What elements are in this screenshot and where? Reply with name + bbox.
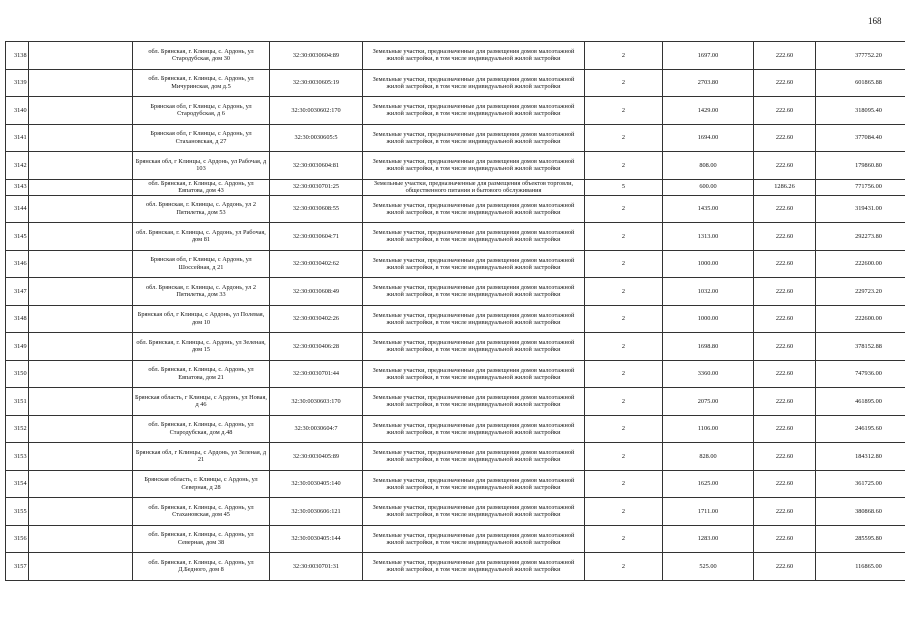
land-use-cell: Земельные участки, предназначенные для размещения домов малоэтажной жилой застройки, в том числе индивидуальной жилой застройки <box>363 278 585 306</box>
specific-value-cell: 222.60 <box>754 69 816 97</box>
table-row <box>6 195 905 223</box>
specific-value-cell: 222.60 <box>754 152 816 180</box>
group-code-cell: 2 <box>585 124 663 152</box>
cadastral-value-cell: 179860.80 <box>816 152 905 180</box>
table-row <box>6 278 905 306</box>
table-row <box>6 470 905 498</box>
empty-cell <box>29 553 133 581</box>
specific-value-cell: 1286.26 <box>754 179 816 195</box>
group-code-cell: 2 <box>585 498 663 526</box>
land-use-cell: Земельные участки, предназначенные для размещения объектов торговли, общественного питания и бытового обслуживания <box>363 179 585 195</box>
group-code-cell: 2 <box>585 553 663 581</box>
table-row <box>6 443 905 471</box>
table-row <box>6 388 905 416</box>
row-number-cell: 3145 <box>6 223 29 251</box>
table-row <box>6 69 905 97</box>
table-row <box>6 152 905 180</box>
address-cell: обл. Брянская, г. Клинцы, с. Ардонь, ул Евпатова, дом 43 <box>133 179 270 195</box>
cadastral-value-cell: 380868.60 <box>816 498 905 526</box>
specific-value-cell: 222.60 <box>754 97 816 125</box>
cadastral-number-cell: 32:30:0030604:81 <box>270 152 363 180</box>
empty-cell <box>29 250 133 278</box>
cadastral-number-cell: 32:30:0030701:44 <box>270 360 363 388</box>
row-number-cell: 3157 <box>6 553 29 581</box>
group-code-cell: 2 <box>585 97 663 125</box>
specific-value-cell: 222.60 <box>754 333 816 361</box>
empty-cell <box>29 179 133 195</box>
group-code-cell: 2 <box>585 152 663 180</box>
address-cell: обл. Брянская, г. Клинцы, с. Ардонь, ул Мичуринская, дом д.5 <box>133 69 270 97</box>
cadastral-value-cell: 771756.00 <box>816 179 905 195</box>
group-code-cell: 2 <box>585 415 663 443</box>
area-cell: 1313.00 <box>663 223 754 251</box>
area-cell: 1000.00 <box>663 305 754 333</box>
cadastral-number-cell: 32:30:0030605:19 <box>270 69 363 97</box>
group-code-cell: 2 <box>585 250 663 278</box>
address-cell: Брянская обл, г Клинцы, с Ардонь, ул Стародубская, д 6 <box>133 97 270 125</box>
address-cell: Брянская область, г Клинцы, с Ардонь, ул Новая, д 46 <box>133 388 270 416</box>
row-number-cell: 3144 <box>6 195 29 223</box>
area-cell: 2075.00 <box>663 388 754 416</box>
row-number-cell: 3138 <box>6 42 29 70</box>
row-number-cell: 3150 <box>6 360 29 388</box>
cadastral-number-cell: 32:30:0030406:28 <box>270 333 363 361</box>
area-cell: 1625.00 <box>663 470 754 498</box>
specific-value-cell: 222.60 <box>754 498 816 526</box>
row-number-cell: 3149 <box>6 333 29 361</box>
page-number: 168 <box>868 16 882 26</box>
empty-cell <box>29 360 133 388</box>
address-cell: Брянская обл, г Клинцы, с Ардонь, ул Стахановская, д 27 <box>133 124 270 152</box>
cadastral-value-cell: 229723.20 <box>816 278 905 306</box>
table-row <box>6 124 905 152</box>
specific-value-cell: 222.60 <box>754 305 816 333</box>
land-use-cell: Земельные участки, предназначенные для размещения домов малоэтажной жилой застройки, в том числе индивидуальной жилой застройки <box>363 360 585 388</box>
empty-cell <box>29 152 133 180</box>
land-use-cell: Земельные участки, предназначенные для размещения домов малоэтажной жилой застройки, в том числе индивидуальной жилой застройки <box>363 195 585 223</box>
table-row <box>6 525 905 553</box>
row-number-cell: 3153 <box>6 443 29 471</box>
area-cell: 808.00 <box>663 152 754 180</box>
empty-cell <box>29 333 133 361</box>
specific-value-cell: 222.60 <box>754 278 816 306</box>
cadastral-number-cell: 32:30:0030606:121 <box>270 498 363 526</box>
row-number-cell: 3142 <box>6 152 29 180</box>
cadastral-value-cell: 246195.60 <box>816 415 905 443</box>
land-use-cell: Земельные участки, предназначенные для размещения домов малоэтажной жилой застройки, в том числе индивидуальной жилой застройки <box>363 333 585 361</box>
table-row <box>6 360 905 388</box>
address-cell: обл. Брянская, г. Клинцы, с. Ардонь, ул Стахановская, дом 45 <box>133 498 270 526</box>
empty-cell <box>29 415 133 443</box>
cadastral-value-cell: 601865.88 <box>816 69 905 97</box>
empty-cell <box>29 470 133 498</box>
row-number-cell: 3143 <box>6 179 29 195</box>
specific-value-cell: 222.60 <box>754 470 816 498</box>
specific-value-cell: 222.60 <box>754 223 816 251</box>
group-code-cell: 2 <box>585 443 663 471</box>
land-use-cell: Земельные участки, предназначенные для размещения домов малоэтажной жилой застройки, в том числе индивидуальной жилой застройки <box>363 250 585 278</box>
cadastral-value-cell: 319431.00 <box>816 195 905 223</box>
cadastral-value-cell: 461895.00 <box>816 388 905 416</box>
empty-cell <box>29 223 133 251</box>
group-code-cell: 2 <box>585 388 663 416</box>
land-use-cell: Земельные участки, предназначенные для размещения домов малоэтажной жилой застройки, в том числе индивидуальной жилой застройки <box>363 553 585 581</box>
specific-value-cell: 222.60 <box>754 415 816 443</box>
table-row <box>6 553 905 581</box>
area-cell: 1697.00 <box>663 42 754 70</box>
empty-cell <box>29 525 133 553</box>
cadastral-number-cell: 32:30:0030402:62 <box>270 250 363 278</box>
cadastral-number-cell: 32:30:0030605:5 <box>270 124 363 152</box>
area-cell: 3360.00 <box>663 360 754 388</box>
address-cell: обл. Брянская, г. Клинцы, с. Ардонь, ул Евпатова, дом 21 <box>133 360 270 388</box>
area-cell: 2703.80 <box>663 69 754 97</box>
address-cell: обл. Брянская, г. Клинцы, с. Ардонь, ул Д.Бедного, дом 8 <box>133 553 270 581</box>
specific-value-cell: 222.60 <box>754 195 816 223</box>
area-cell: 600.00 <box>663 179 754 195</box>
cadastral-value-cell: 378152.88 <box>816 333 905 361</box>
cadastral-number-cell: 32:30:0030603:170 <box>270 388 363 416</box>
area-cell: 1694.00 <box>663 124 754 152</box>
specific-value-cell: 222.60 <box>754 525 816 553</box>
cadastral-value-cell: 377084.40 <box>816 124 905 152</box>
group-code-cell: 2 <box>585 470 663 498</box>
cadastral-value-cell: 292273.80 <box>816 223 905 251</box>
address-cell: Брянская обл, г Клинцы, с Ардонь, ул Зеленая, д 21 <box>133 443 270 471</box>
land-use-cell: Земельные участки, предназначенные для размещения домов малоэтажной жилой застройки, в том числе индивидуальной жилой застройки <box>363 525 585 553</box>
area-cell: 525.00 <box>663 553 754 581</box>
table-row <box>6 250 905 278</box>
empty-cell <box>29 388 133 416</box>
cadastral-value-cell: 116865.00 <box>816 553 905 581</box>
specific-value-cell: 222.60 <box>754 388 816 416</box>
specific-value-cell: 222.60 <box>754 553 816 581</box>
cadastral-number-cell: 32:30:0030701:31 <box>270 553 363 581</box>
address-cell: Брянская обл, г Клинцы, с Ардонь, ул Рабочая, д 103 <box>133 152 270 180</box>
table-row <box>6 97 905 125</box>
cadastral-value-cell: 222600.00 <box>816 305 905 333</box>
group-code-cell: 2 <box>585 333 663 361</box>
empty-cell <box>29 498 133 526</box>
group-code-cell: 2 <box>585 195 663 223</box>
empty-cell <box>29 69 133 97</box>
address-cell: обл. Брянская, г. Клинцы, с. Ардонь, ул 2 Пятилетка, дом 53 <box>133 195 270 223</box>
cadastral-value-cell: 318095.40 <box>816 97 905 125</box>
land-use-cell: Земельные участки, предназначенные для размещения домов малоэтажной жилой застройки, в том числе индивидуальной жилой застройки <box>363 152 585 180</box>
table-row <box>6 498 905 526</box>
land-use-cell: Земельные участки, предназначенные для размещения домов малоэтажной жилой застройки, в том числе индивидуальной жилой застройки <box>363 388 585 416</box>
table-row <box>6 415 905 443</box>
row-number-cell: 3140 <box>6 97 29 125</box>
address-cell: Брянская область, г. Клинцы, с Ардонь, ул Северная, д 28 <box>133 470 270 498</box>
area-cell: 1106.00 <box>663 415 754 443</box>
specific-value-cell: 222.60 <box>754 443 816 471</box>
land-use-cell: Земельные участки, предназначенные для размещения домов малоэтажной жилой застройки, в том числе индивидуальной жилой застройки <box>363 470 585 498</box>
specific-value-cell: 222.60 <box>754 360 816 388</box>
address-cell: обл. Брянская, г. Клинцы, с. Ардонь, ул 2 Пятилетка, дом 33 <box>133 278 270 306</box>
specific-value-cell: 222.60 <box>754 250 816 278</box>
cadastral-number-cell: 32:30:0030405:89 <box>270 443 363 471</box>
cadastral-value-cell: 222600.00 <box>816 250 905 278</box>
cadastral-value-cell: 377752.20 <box>816 42 905 70</box>
cadastral-number-cell: 32:30:0030604:71 <box>270 223 363 251</box>
address-cell: Брянская обл, г Клинцы, с Ардонь, ул Полевая, дом 10 <box>133 305 270 333</box>
cadastral-value-cell: 747936.00 <box>816 360 905 388</box>
row-number-cell: 3151 <box>6 388 29 416</box>
cadastral-number-cell: 32:30:0030608:55 <box>270 195 363 223</box>
cadastral-number-cell: 32:30:0030608:49 <box>270 278 363 306</box>
cadastral-number-cell: 32:30:0030604:7 <box>270 415 363 443</box>
empty-cell <box>29 97 133 125</box>
specific-value-cell: 222.60 <box>754 42 816 70</box>
area-cell: 1698.80 <box>663 333 754 361</box>
area-cell: 828.00 <box>663 443 754 471</box>
group-code-cell: 2 <box>585 69 663 97</box>
group-code-cell: 2 <box>585 278 663 306</box>
empty-cell <box>29 278 133 306</box>
land-plots-table <box>5 41 905 581</box>
area-cell: 1283.00 <box>663 525 754 553</box>
area-cell: 1711.00 <box>663 498 754 526</box>
cadastral-number-cell: 32:30:0030405:144 <box>270 525 363 553</box>
address-cell: Брянская обл, г Клинцы, с Ардонь, ул Шоссейная, д 21 <box>133 250 270 278</box>
row-number-cell: 3156 <box>6 525 29 553</box>
cadastral-value-cell: 184312.80 <box>816 443 905 471</box>
empty-cell <box>29 42 133 70</box>
row-number-cell: 3148 <box>6 305 29 333</box>
land-use-cell: Земельные участки, предназначенные для размещения домов малоэтажной жилой застройки, в том числе индивидуальной жилой застройки <box>363 223 585 251</box>
address-cell: обл. Брянская, г. Клинцы, с. Ардонь, ул Стародубская, дом д.48 <box>133 415 270 443</box>
row-number-cell: 3147 <box>6 278 29 306</box>
land-use-cell: Земельные участки, предназначенные для размещения домов малоэтажной жилой застройки, в том числе индивидуальной жилой застройки <box>363 443 585 471</box>
table-row <box>6 179 905 195</box>
address-cell: обл. Брянская, г. Клинцы, с. Ардонь, ул Северная, дом 38 <box>133 525 270 553</box>
cadastral-value-cell: 361725.00 <box>816 470 905 498</box>
table-row <box>6 333 905 361</box>
cadastral-number-cell: 32:30:0030602:170 <box>270 97 363 125</box>
empty-cell <box>29 443 133 471</box>
row-number-cell: 3139 <box>6 69 29 97</box>
empty-cell <box>29 195 133 223</box>
cadastral-number-cell: 32:30:0030604:89 <box>270 42 363 70</box>
address-cell: обл. Брянская, г. Клинцы, с. Ардонь, ул Зеленая, дом 15 <box>133 333 270 361</box>
group-code-cell: 2 <box>585 42 663 70</box>
cadastral-number-cell: 32:30:0030402:26 <box>270 305 363 333</box>
table-body <box>6 42 905 581</box>
row-number-cell: 3146 <box>6 250 29 278</box>
specific-value-cell: 222.60 <box>754 124 816 152</box>
group-code-cell: 2 <box>585 525 663 553</box>
area-cell: 1435.00 <box>663 195 754 223</box>
row-number-cell: 3152 <box>6 415 29 443</box>
empty-cell <box>29 305 133 333</box>
row-number-cell: 3155 <box>6 498 29 526</box>
land-use-cell: Земельные участки, предназначенные для размещения домов малоэтажной жилой застройки, в том числе индивидуальной жилой застройки <box>363 415 585 443</box>
land-use-cell: Земельные участки, предназначенные для размещения домов малоэтажной жилой застройки, в том числе индивидуальной жилой застройки <box>363 42 585 70</box>
cadastral-number-cell: 32:30:0030405:140 <box>270 470 363 498</box>
cadastral-number-cell: 32:30:0030701:25 <box>270 179 363 195</box>
cadastral-value-cell: 285595.80 <box>816 525 905 553</box>
table-row <box>6 42 905 70</box>
area-cell: 1429.00 <box>663 97 754 125</box>
group-code-cell: 5 <box>585 179 663 195</box>
land-use-cell: Земельные участки, предназначенные для размещения домов малоэтажной жилой застройки, в том числе индивидуальной жилой застройки <box>363 69 585 97</box>
address-cell: обл. Брянская, г. Клинцы, с. Ардонь, ул Рабочая, дом 81 <box>133 223 270 251</box>
row-number-cell: 3154 <box>6 470 29 498</box>
empty-cell <box>29 124 133 152</box>
area-cell: 1000.00 <box>663 250 754 278</box>
table-row <box>6 305 905 333</box>
group-code-cell: 2 <box>585 305 663 333</box>
row-number-cell: 3141 <box>6 124 29 152</box>
group-code-cell: 2 <box>585 360 663 388</box>
group-code-cell: 2 <box>585 223 663 251</box>
table-row <box>6 223 905 251</box>
land-use-cell: Земельные участки, предназначенные для размещения домов малоэтажной жилой застройки, в том числе индивидуальной жилой застройки <box>363 305 585 333</box>
land-use-cell: Земельные участки, предназначенные для размещения домов малоэтажной жилой застройки, в том числе индивидуальной жилой застройки <box>363 124 585 152</box>
land-use-cell: Земельные участки, предназначенные для размещения домов малоэтажной жилой застройки, в том числе индивидуальной жилой застройки <box>363 498 585 526</box>
address-cell: обл. Брянская, г. Клинцы, с. Ардонь, ул Стародубская, дом 30 <box>133 42 270 70</box>
area-cell: 1032.00 <box>663 278 754 306</box>
land-use-cell: Земельные участки, предназначенные для размещения домов малоэтажной жилой застройки, в том числе индивидуальной жилой застройки <box>363 97 585 125</box>
